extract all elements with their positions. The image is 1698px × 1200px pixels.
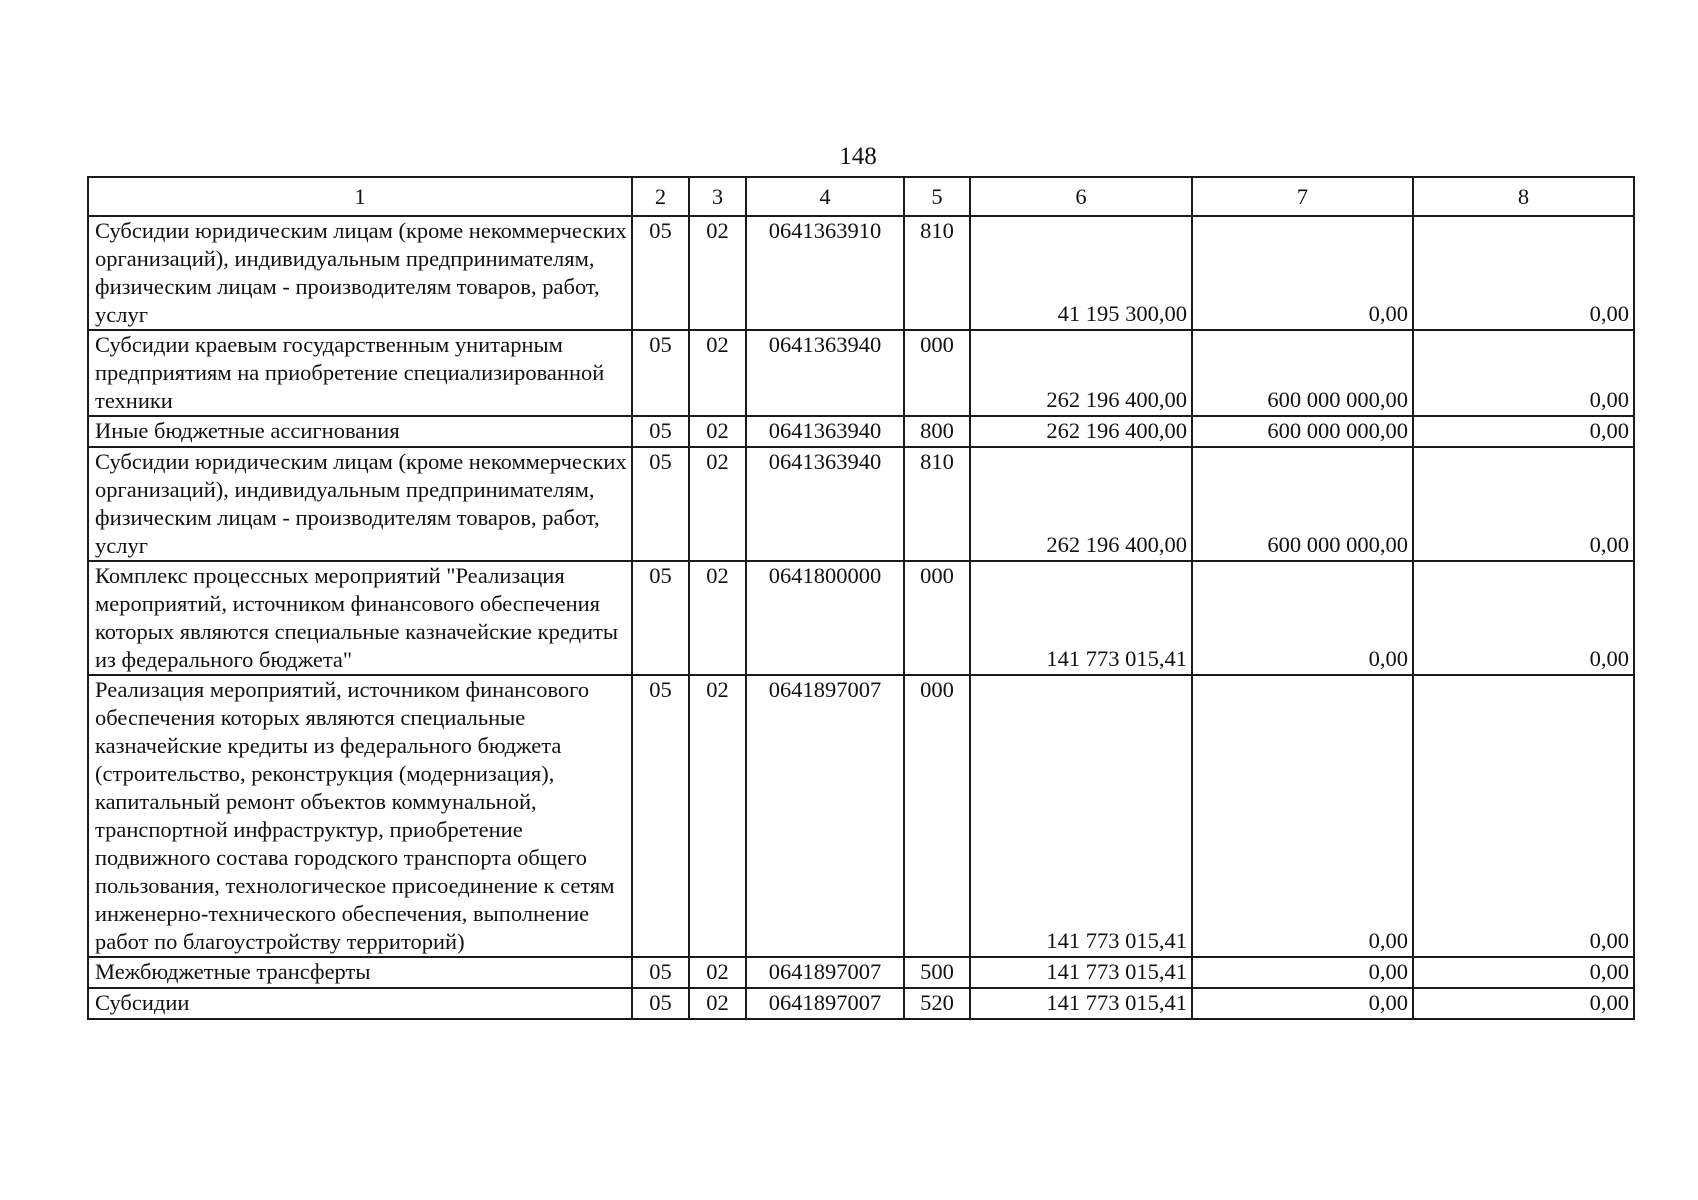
amount-col6: 262 196 400,00 [970, 416, 1192, 447]
subsection-code: 02 [689, 675, 746, 957]
amount-col6: 141 773 015,41 [970, 675, 1192, 957]
amount-col8: 0,00 [1413, 330, 1634, 416]
amount-col7: 600 000 000,00 [1192, 416, 1413, 447]
amount-col6: 262 196 400,00 [970, 447, 1192, 561]
amount-col7: 0,00 [1192, 216, 1413, 330]
amount-col7: 600 000 000,00 [1192, 447, 1413, 561]
section-code: 05 [632, 447, 689, 561]
table-row [88, 330, 1634, 416]
target-article-code: 0641363910 [746, 216, 904, 330]
row-name: Субсидии юридическим лицам (кроме некоммерческих организаций), индивидуальным предпринимателям, физическим лицам - производителям товаров, работ, услуг [88, 216, 632, 330]
column-header: 7 [1192, 177, 1413, 216]
subsection-code: 02 [689, 216, 746, 330]
row-name: Субсидии юридическим лицам (кроме некоммерческих организаций), индивидуальным предпринимателям, физическим лицам - производителям товаров, работ, услуг [88, 447, 632, 561]
table-row [88, 675, 1634, 957]
row-name: Субсидии [88, 988, 632, 1019]
table-header-row [88, 177, 1634, 216]
column-header: 6 [970, 177, 1192, 216]
table-row [88, 447, 1634, 561]
page-number: 148 [839, 143, 877, 170]
row-name: Комплекс процессных мероприятий "Реализация мероприятий, источником финансового обеспечения которых являются специальные казначейские кредиты из федерального бюджета" [88, 561, 632, 675]
subsection-code: 02 [689, 447, 746, 561]
subsection-code: 02 [689, 561, 746, 675]
amount-col8: 0,00 [1413, 416, 1634, 447]
amount-col6: 141 773 015,41 [970, 561, 1192, 675]
column-header: 8 [1413, 177, 1634, 216]
expense-type-code: 000 [904, 675, 970, 957]
section-code: 05 [632, 416, 689, 447]
column-header: 2 [632, 177, 689, 216]
target-article-code: 0641897007 [746, 988, 904, 1019]
target-article-code: 0641363940 [746, 447, 904, 561]
amount-col6: 141 773 015,41 [970, 988, 1192, 1019]
amount-col6: 262 196 400,00 [970, 330, 1192, 416]
amount-col7: 600 000 000,00 [1192, 330, 1413, 416]
subsection-code: 02 [689, 988, 746, 1019]
amount-col8: 0,00 [1413, 675, 1634, 957]
amount-col7: 0,00 [1192, 561, 1413, 675]
expense-type-code: 520 [904, 988, 970, 1019]
column-header: 5 [904, 177, 970, 216]
expense-type-code: 810 [904, 447, 970, 561]
target-article-code: 0641800000 [746, 561, 904, 675]
target-article-code: 0641897007 [746, 675, 904, 957]
amount-col6: 41 195 300,00 [970, 216, 1192, 330]
amount-col8: 0,00 [1413, 216, 1634, 330]
subsection-code: 02 [689, 957, 746, 988]
row-name: Субсидии краевым государственным унитарным предприятиям на приобретение специализированной техники [88, 330, 632, 416]
amount-col7: 0,00 [1192, 988, 1413, 1019]
expense-type-code: 810 [904, 216, 970, 330]
row-name: Реализация мероприятий, источником финансового обеспечения которых являются специальные казначейские кредиты из федерального бюджета (строительство, реконструкция (модернизация), капитальный ремонт объектов коммунальной, транспортной инфраструктур, приобретение подвижного состава городского транспорта общего пользования, технологическое присоединение к сетям инженерно-технического обеспечения, выполнение работ по благоустройству территорий) [88, 675, 632, 957]
section-code: 05 [632, 330, 689, 416]
target-article-code: 0641363940 [746, 416, 904, 447]
amount-col8: 0,00 [1413, 561, 1634, 675]
amount-col8: 0,00 [1413, 988, 1634, 1019]
expense-type-code: 800 [904, 416, 970, 447]
column-header: 4 [746, 177, 904, 216]
amount-col8: 0,00 [1413, 447, 1634, 561]
section-code: 05 [632, 216, 689, 330]
expense-type-code: 000 [904, 330, 970, 416]
expense-type-code: 000 [904, 561, 970, 675]
table-row [88, 957, 1634, 988]
section-code: 05 [632, 957, 689, 988]
column-header: 1 [88, 177, 632, 216]
column-header: 3 [689, 177, 746, 216]
section-code: 05 [632, 675, 689, 957]
section-code: 05 [632, 988, 689, 1019]
row-name: Межбюджетные трансферты [88, 957, 632, 988]
target-article-code: 0641897007 [746, 957, 904, 988]
amount-col8: 0,00 [1413, 957, 1634, 988]
subsection-code: 02 [689, 416, 746, 447]
table-row [88, 216, 1634, 330]
amount-col7: 0,00 [1192, 675, 1413, 957]
row-name: Иные бюджетные ассигнования [88, 416, 632, 447]
expense-type-code: 500 [904, 957, 970, 988]
amount-col7: 0,00 [1192, 957, 1413, 988]
target-article-code: 0641363940 [746, 330, 904, 416]
amount-col6: 141 773 015,41 [970, 957, 1192, 988]
section-code: 05 [632, 561, 689, 675]
table-row [88, 561, 1634, 675]
subsection-code: 02 [689, 330, 746, 416]
budget-table [87, 176, 1635, 1020]
table-row [88, 416, 1634, 447]
table-row [88, 988, 1634, 1019]
